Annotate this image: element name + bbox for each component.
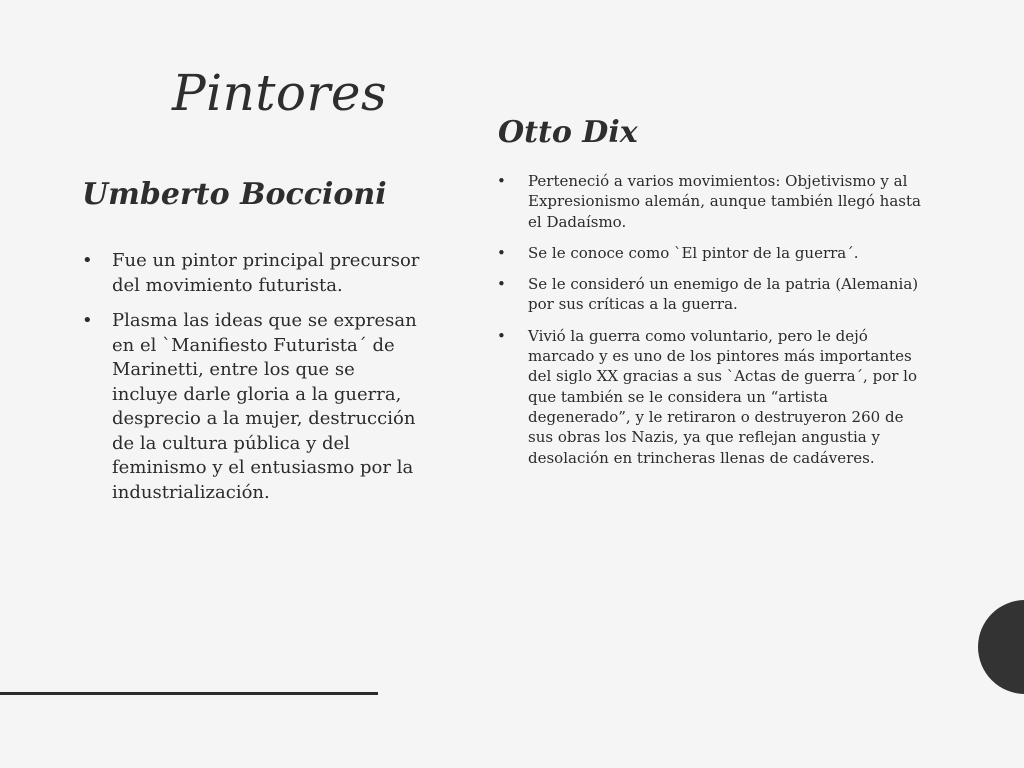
- bullet-icon: •: [82, 310, 93, 331]
- list-item: [80, 309, 420, 505]
- right-column-heading: Otto Dix: [498, 115, 638, 150]
- list-item-text: Plasma las ideas que se expresan en el `Manifiesto Futurista´ de Marinetti, entre los que se incluye darle gloria a la guerra, desprecio a la mujer, destrucción de la cultura pública y del feminismo y el entusiasmo por la industrialización.: [112, 310, 417, 503]
- list-item-text: Se le consideró un enemigo de la patria (Alemania) por sus críticas a la guerra.: [528, 275, 919, 314]
- list-item-text: Se le conoce como `El pintor de la guerra´.: [528, 243, 859, 262]
- list-item-text: Vivió la guerra como voluntario, pero le dejó marcado y es uno de los pintores más importantes del siglo XX gracias a sus `Actas de guerra´, por lo que también se le considera un “artista degenerado”, y le retiraron o destruyeron 260 de sus obras los Nazis, ya que reflejan angustia y desolación en trincheras llenas de cadáveres.: [528, 326, 917, 467]
- bullet-icon: •: [497, 326, 506, 345]
- decorative-divider: [0, 692, 378, 695]
- left-bullet-list: [80, 249, 420, 516]
- bullet-icon: •: [497, 275, 506, 294]
- list-item-text: Fue un pintor principal precursor del movimiento futurista.: [112, 250, 420, 296]
- list-item-text: Perteneció a varios movimientos: Objetivismo y al Expresionismo alemán, aunque también llegó hasta el Dadaísmo.: [528, 172, 921, 231]
- list-item: [80, 249, 420, 298]
- list-item: [497, 171, 927, 232]
- decorative-circle: [978, 600, 1024, 694]
- left-column-heading: Umberto Boccioni: [82, 177, 387, 212]
- list-item: [497, 243, 927, 263]
- bullet-icon: •: [497, 172, 506, 190]
- slide-title: Pintores: [172, 64, 388, 122]
- list-item: [497, 326, 927, 468]
- bullet-icon: •: [82, 250, 93, 271]
- right-bullet-list: [497, 171, 927, 479]
- bullet-icon: •: [497, 243, 506, 262]
- list-item: [497, 274, 927, 315]
